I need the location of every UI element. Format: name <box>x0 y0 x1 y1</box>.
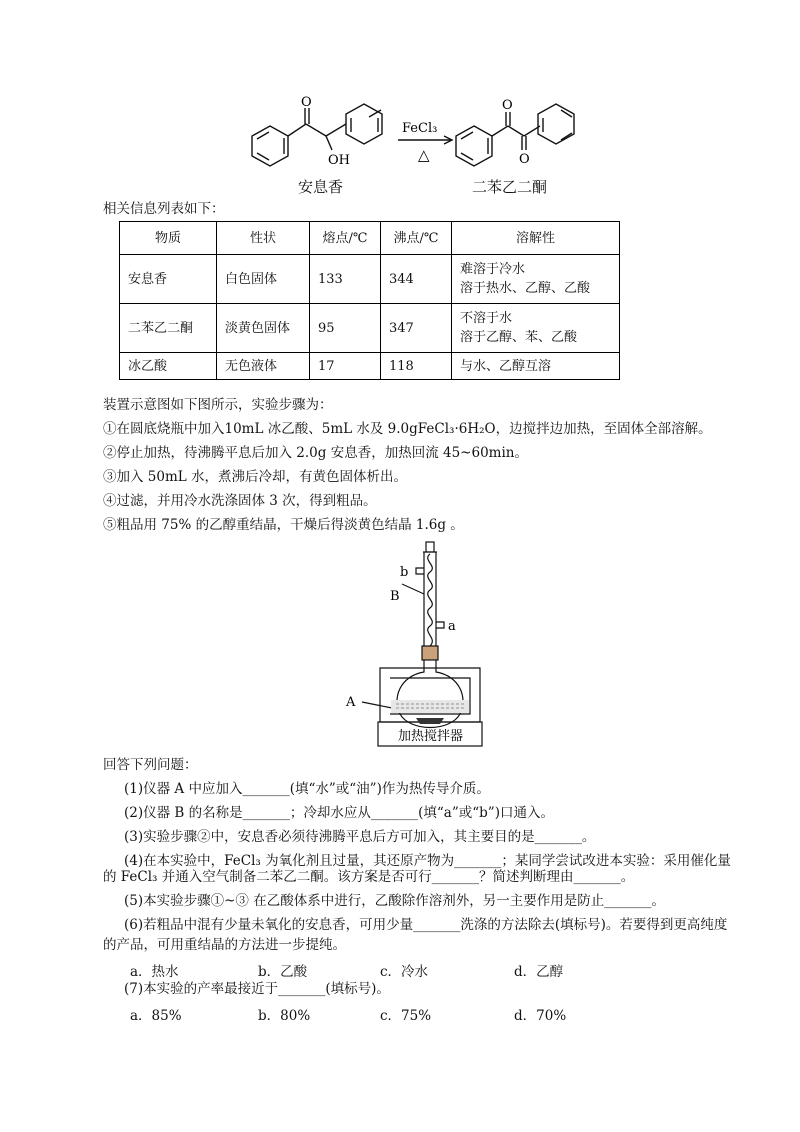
header-solubility: 溶解性 <box>452 222 620 255</box>
cell-name: 冰乙酸 <box>120 353 217 380</box>
reactant-name: 安息香 <box>298 178 344 196</box>
steps-intro: 装置示意图如下图所示，实验步骤为： <box>103 397 333 413</box>
cell-mp: 95 <box>310 304 381 353</box>
bath-liquid <box>391 700 469 713</box>
step-5: ⑤粗品用 75% 的乙醇重结晶，干燥后得淡黄色结晶 1.6g 。 <box>103 517 464 533</box>
table-row <box>120 255 620 304</box>
oxygen-label: O <box>502 98 513 113</box>
cell-state: 白色固体 <box>217 255 310 304</box>
step-4: ④过滤，并用冷水洗涤固体 3 次，得到粗品。 <box>103 493 377 509</box>
cell-name: 二苯乙二酮 <box>120 304 217 353</box>
question-5: (5)本实验步骤①~③ 在乙酸体系中进行，乙酸除作溶剂外，另一主要作用是防止_______。 <box>124 893 665 909</box>
reagent-label: FeCl₃ <box>402 121 438 136</box>
cell-solubility: 与水、乙醇互溶 <box>452 353 620 380</box>
cell-mp: 133 <box>310 255 381 304</box>
header-mp: 熔点/℃ <box>310 222 381 255</box>
bath-label: A <box>346 695 356 710</box>
solubility-line: 溶于乙醇、苯、乙酸 <box>460 330 578 345</box>
questions-intro: 回答下列问题： <box>103 757 198 773</box>
solubility-line: 不溶于水 <box>460 311 513 326</box>
heat-symbol: △ <box>418 146 430 164</box>
q6-option-b: b．乙酸 <box>258 964 308 980</box>
header-state: 性状 <box>217 222 310 255</box>
properties-table <box>119 221 620 380</box>
question-3: (3)实验步骤②中，安息香必须待沸腾平息后方可加入，其主要目的是_______。 <box>124 829 596 845</box>
oxygen-label: O <box>301 95 312 110</box>
solubility-line: 难溶于冷水 <box>460 262 526 277</box>
cell-state: 无色液体 <box>217 353 310 380</box>
step-1: ①在圆底烧瓶中加入10mL 冰乙酸、5mL 水及 9.0gFeCl₃·6H₂O，边搅拌边加热，至固体全部溶解。 <box>103 421 712 437</box>
table-intro: 相关信息列表如下： <box>103 201 225 217</box>
product-name: 二苯乙二酮 <box>472 178 548 196</box>
port-a-label: a <box>448 619 456 634</box>
table-row <box>120 353 620 380</box>
cell-solubility <box>452 255 620 304</box>
step-2: ②停止加热，待沸腾平息后加入 2.0g 安息香，加热回流 45~60min。 <box>103 445 528 461</box>
benzene-ring <box>252 126 288 166</box>
question-1: (1)仪器 A 中应加入_______(填“水”或“油”)作为热传导介质。 <box>124 781 490 797</box>
flask-solid <box>416 718 444 724</box>
question-2: (2)仪器 B 的名称是_______；冷却水应从_______(填“a”或“b”)口通入。 <box>124 805 554 821</box>
port-b-label: b <box>400 565 409 580</box>
apparatus-diagram <box>340 538 500 752</box>
q7-option-d: d．70% <box>514 1008 567 1024</box>
benzene-ring <box>456 126 492 166</box>
question-6-line2: 的产品，可用重结晶的方法进一步提纯。 <box>103 937 346 953</box>
header-bp: 沸点/℃ <box>381 222 452 255</box>
header-substance: 物质 <box>120 222 217 255</box>
table-header-row <box>120 222 620 255</box>
cell-bp: 344 <box>381 255 452 304</box>
q7-option-c: c．75% <box>380 1008 432 1024</box>
step-3: ③加入 50mL 水，煮沸后冷却，有黄色固体析出。 <box>103 469 408 485</box>
cell-mp: 17 <box>310 353 381 380</box>
question-4-line1: (4)在本实验中，FeCl₃ 为氧化剂且过量，其还原产物为_______；某同学尝试改进本实验：采用催化量 <box>124 853 731 869</box>
cell-bp: 347 <box>381 304 452 353</box>
q7-option-b: b．80% <box>258 1008 311 1024</box>
hydroxyl-label: OH <box>328 153 350 168</box>
question-4-line2: 的 FeCl₃ 并通入空气制备二苯乙二酮。该方案是否可行_______？简述判断理由_______。 <box>103 869 635 885</box>
stirrer-label: 加热搅拌器 <box>398 729 464 744</box>
table-row <box>120 304 620 353</box>
question-7: (7)本实验的产率最接近于_______(填标号)。 <box>124 981 390 997</box>
q6-option-d: d．乙醇 <box>514 964 564 980</box>
cell-name: 安息香 <box>120 255 217 304</box>
solubility-line: 溶于热水、乙醇、乙酸 <box>460 281 591 296</box>
oxygen-label: O <box>519 152 530 167</box>
cell-state: 淡黄色固体 <box>217 304 310 353</box>
q6-option-c: c．冷水 <box>380 964 429 980</box>
q7-option-a: a．85% <box>130 1008 182 1024</box>
cell-bp: 118 <box>381 353 452 380</box>
cell-solubility <box>452 304 620 353</box>
condenser-label: B <box>390 589 400 604</box>
question-6-line1: (6)若粗品中混有少量未氧化的安息香，可用少量_______洗涤的方法除去(填标号)。若要得到更高纯度 <box>124 917 728 933</box>
q6-option-a: a．热水 <box>130 964 179 980</box>
